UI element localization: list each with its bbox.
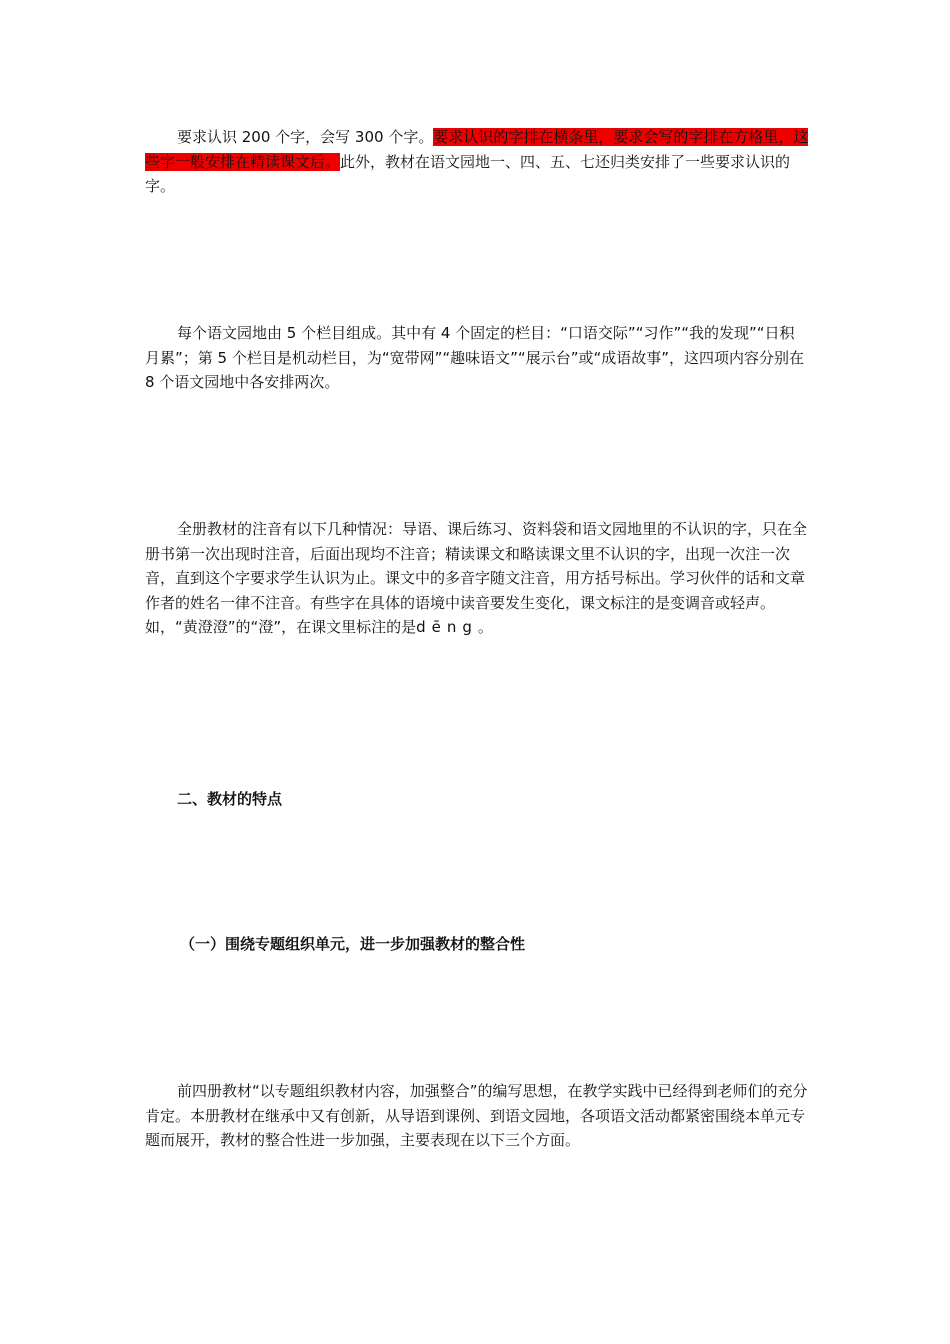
paragraph-character-requirements (145, 125, 809, 199)
paragraph-language-garden (145, 321, 809, 395)
section-heading: 二、教材的特点 (177, 790, 283, 808)
requirement-text: 要求认识 200 个字，会写 300 个字。 (177, 128, 434, 146)
phonetic-notation-end: 。 (477, 618, 493, 636)
paragraph-phonetic-notation (145, 517, 809, 640)
requirement-text-continued: 此外，教材在语文园地一、四、五、七还归类安排了一些要求认识的字。 (145, 152, 791, 195)
highlighted-text: 要求认识的字排在横条里，要求会写的字排在方格里，这些字一般安排在精读课文后。 (145, 128, 809, 171)
integration-text: 前四册教材“以专题组织教材内容，加强整合”的编写思想，在教学实践中已经得到老师们的充分肯定。本册教材在继承中又有创新，从导语到课例、到语文园地，各项语文活动都紧密围绕本单元专题而展开，教材的整合性进一步加强，主要表现在以下三个方面。 (145, 1082, 808, 1149)
phonetic-notation-text: 全册教材的注音有以下几种情况：导语、课后练习、资料袋和语文园地里的不认识的字，只在全册书第一次出现时注音，后面出现均不注音；精读课文和略读课文里不认识的字，出现一次注一次音，直到这个字要求学生认识为止。课文中的多音字随文注音，用方括号标出。学习伙伴的话和文章作者的姓名一律不注音。有些字在具体的语境中读音要发生变化，课文标注的是变调音或轻声。如，“黄澄澄”的“澄”，在课文里标注的是 (145, 520, 808, 636)
pinyin-example: dēng (416, 618, 478, 636)
subsection-heading: （一）围绕专题组织单元，进一步加强教材的整合性 (180, 935, 526, 953)
paragraph-integration (145, 1079, 809, 1153)
language-garden-text: 每个语文园地由 5 个栏目组成。其中有 4 个固定的栏目：“口语交际”“习作”“我的发现”“日积月累”；第 5 个栏目是机动栏目，为“宽带网”“趣味语文”“展示台”或“成语故事”，这四项内容分别在 8 个语文园地中各安排两次。 (145, 324, 805, 391)
